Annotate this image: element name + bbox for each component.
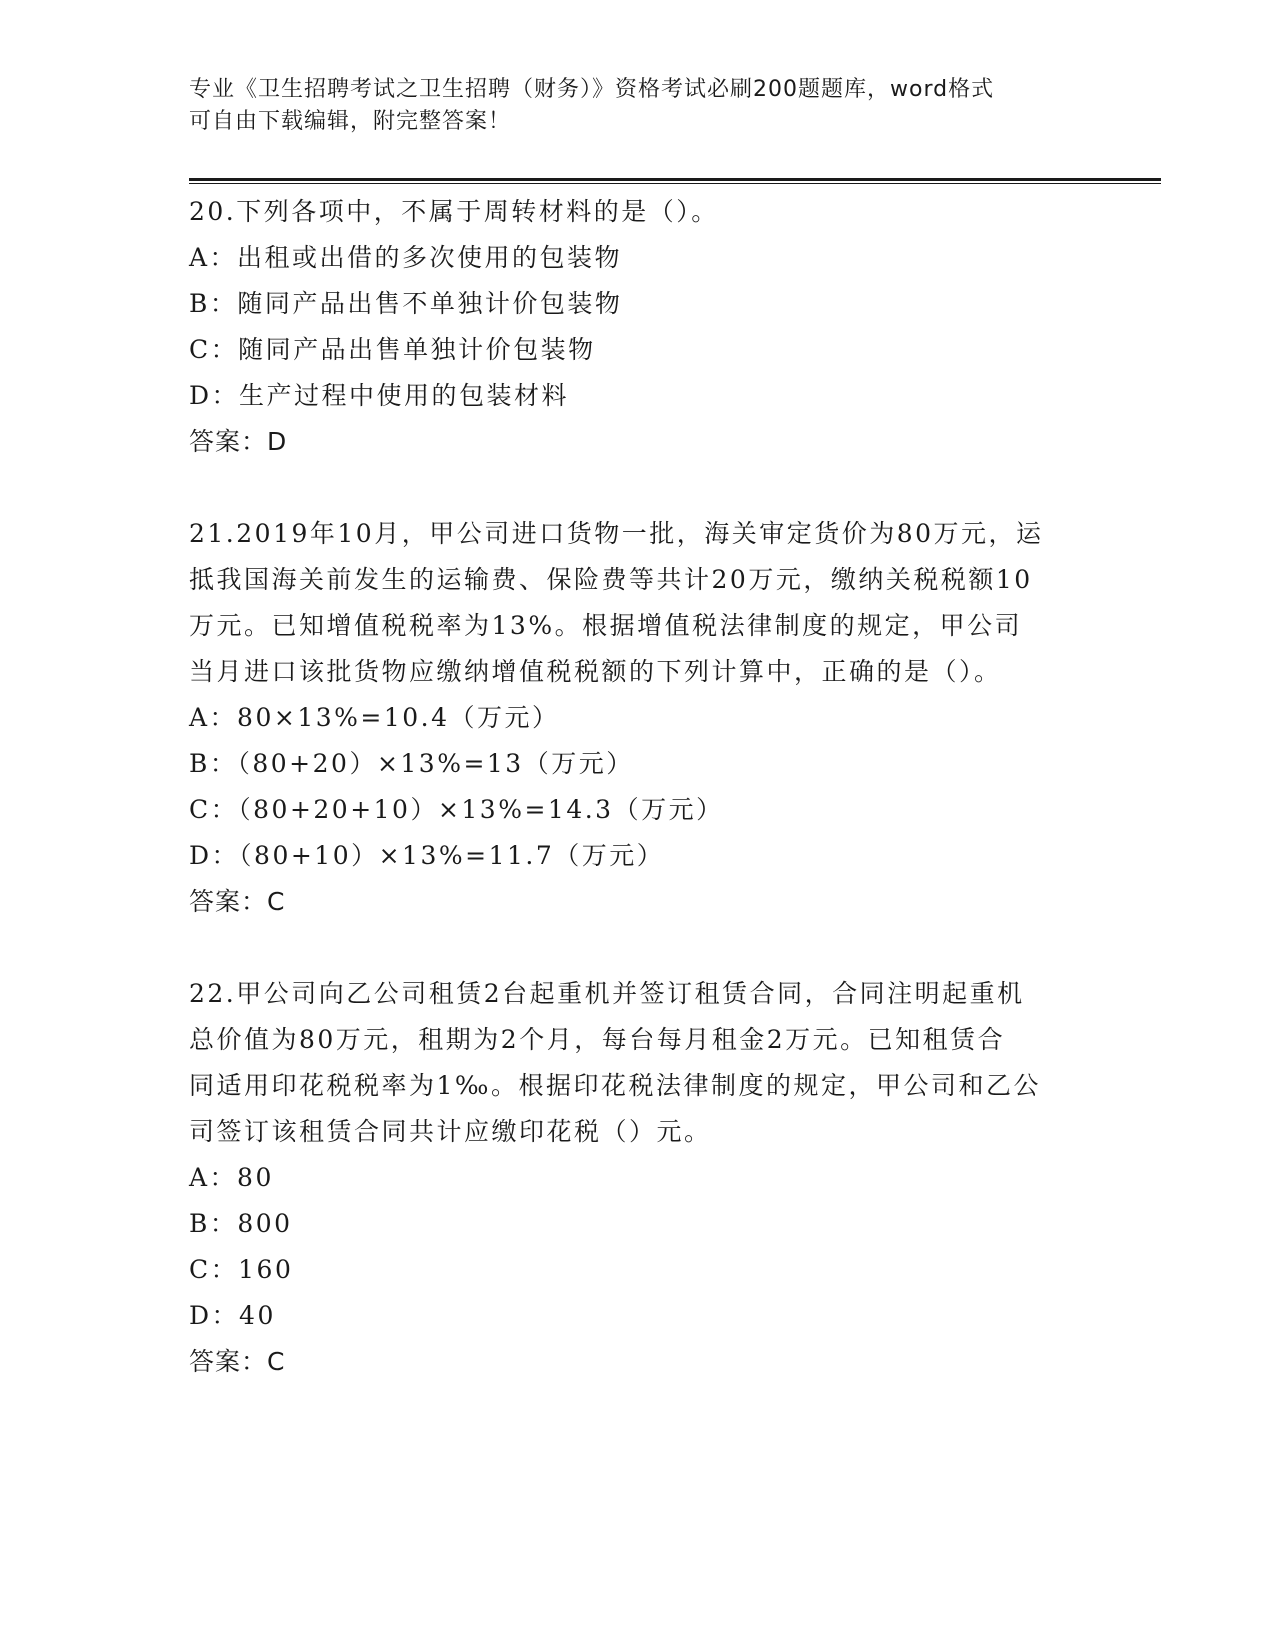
question-22 [189,971,1089,1385]
question-20 [189,189,1089,465]
header-divider-thin [189,183,1161,184]
question-stem: 20.下列各项中，不属于周转材料的是（）。 [189,197,719,226]
question-21 [189,511,1089,925]
option-c: C：160 [189,1255,294,1284]
answer-line: 答案：C [189,1347,286,1376]
question-stem-line-2: 总价值为80万元，租期为2个月，每台每月租金2万元。已知租赁合 [189,1025,1006,1054]
option-d: D：（80+10）×13%=11.7（万元） [189,841,665,870]
option-c: C：（80+20+10）×13%=14.3（万元） [189,795,724,824]
question-stem-line-1: 22.甲公司向乙公司租赁2台起重机并签订租赁合同，合同注明起重机 [189,979,1025,1008]
question-stem-line-4: 司签订该租赁合同共计应缴印花税（）元。 [189,1117,712,1146]
question-stem-line-3: 同适用印花税税率为1‰。根据印花税法律制度的规定，甲公司和乙公 [189,1071,1041,1100]
option-a: A：出租或出借的多次使用的包装物 [189,243,623,272]
header-line-1: 专业《卫生招聘考试之卫生招聘（财务）》资格考试必刷200题题库，word格式 [189,77,995,102]
question-stem-line-1: 21.2019年10月，甲公司进口货物一批，海关审定货价为80万元，运 [189,519,1044,548]
option-b: B：随同产品出售不单独计价包装物 [189,289,623,318]
header-line-2: 可自由下载编辑，附完整答案！ [189,109,512,134]
question-list [189,189,1089,1431]
answer-line: 答案：C [189,887,286,916]
document-header [189,74,1069,138]
option-b: B：（80+20）×13%=13（万元） [189,749,634,778]
header-divider-thick [189,178,1161,181]
question-stem-line-4: 当月进口该批货物应缴纳增值税税额的下列计算中，正确的是（）。 [189,657,1002,686]
question-stem-line-3: 万元。已知增值税税率为13%。根据增值税法律制度的规定，甲公司 [189,611,1023,640]
option-c: C：随同产品出售单独计价包装物 [189,335,596,364]
answer-line: 答案：D [189,427,288,456]
option-d: D：生产过程中使用的包装材料 [189,381,570,410]
question-stem-line-2: 抵我国海关前发生的运输费、保险费等共计20万元，缴纳关税税额10 [189,565,1033,594]
option-a: A：80×13%=10.4（万元） [189,703,560,732]
option-b: B：800 [189,1209,293,1238]
option-a: A：80 [189,1163,274,1192]
option-d: D：40 [189,1301,276,1330]
